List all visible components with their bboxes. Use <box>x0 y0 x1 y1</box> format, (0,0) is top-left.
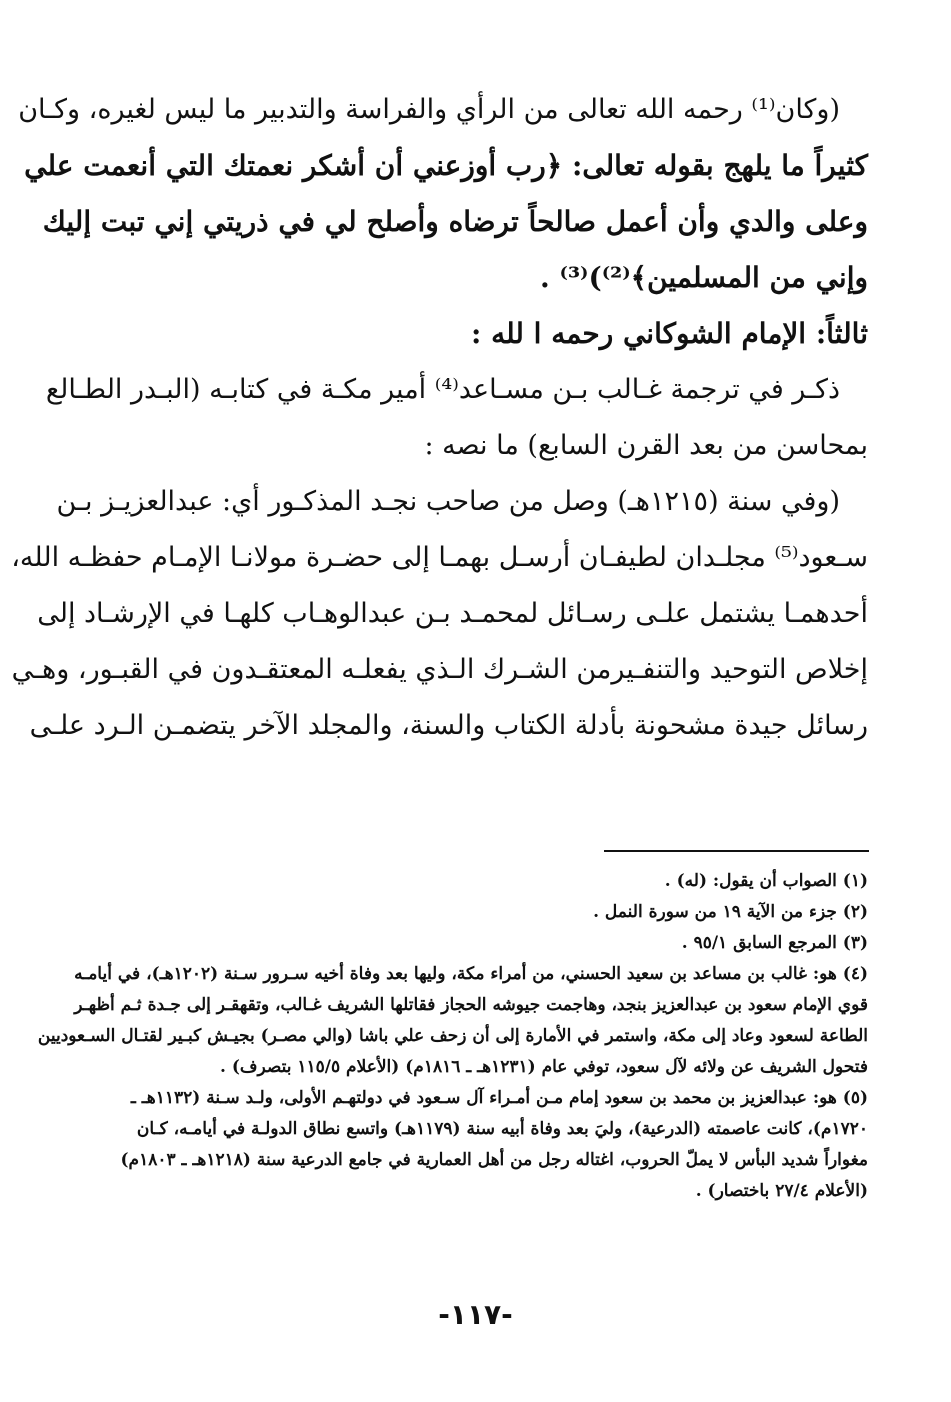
footnote-4-line-1: (٤) هو: غالب بن مساعد بن سعيد الحسني، من أمراء مكة، وليها بعد وفاة أخيه سـرور سـنة (١٢٠٢هـ)، في أيامـه <box>74 964 868 984</box>
main-text-block <box>11 82 868 754</box>
paragraph-3-line-1: (وفي سنة (١٢١٥هـ) وصل من صاحب نجـد المذكـور أي: عبدالعزيـز بـن <box>56 486 840 517</box>
paragraph-2-line-1: ذكـر في ترجمة غـالب بـن مسـاعد⁽⁴⁾ أمير مكـة في كتابـه (البـدر الطـالع <box>45 374 840 405</box>
paragraph-3-line-5: رسائل جيدة مشحونة بأدلة الكتاب والسنة، والمجلد الآخر يتضمـن الـرد علـى <box>29 710 868 741</box>
paragraph-1-line-3: وعلى والدي وأن أعمل صالحاً ترضاه وأصلح لي في ذريتي إني تبت إليك <box>42 205 868 238</box>
section-heading: ثالثاً: الإمام الشوكاني رحمه ا لله : <box>471 317 868 350</box>
paragraph-3-line-3: أحدهمـا يشتمل علـى رسـائل لمحمـد بـن عبدالوهـاب كلهـا في الإرشـاد إلى <box>37 598 868 629</box>
footnote-4-line-3: الطاعة لسعود وعاد إلى مكة، واستمر في الأمارة إلى أن زحف علي باشا (والي مصـر) بجيـش كبـير لقتـال السـعوديين <box>37 1026 868 1046</box>
paragraph-1-line-2: كثيراً ما يلهج بقوله تعالى: ﴿رب أوزعني أن أشكر نعمتك التي أنعمت علي <box>24 149 868 182</box>
paragraph-1-line-1: (وكان⁽¹⁾ رحمه الله تعالى من الرأي والفراسة والتدبير ما ليس لغيره، وكـان <box>18 94 840 125</box>
footnote-separator <box>604 850 869 852</box>
footnote-2: (٢) جزء من الآية ١٩ من سورة النمل . <box>593 902 868 922</box>
paragraph-1-line-4: وإني من المسلمين﴾⁽²⁾)⁽³⁾ . <box>540 261 868 294</box>
footnote-3: (٣) المرجع السابق ٩٥/١ . <box>681 933 868 953</box>
paragraph-3-line-4: إخلاص التوحيد والتنفـيرمن الشـرك الـذي يفعلـه المعتقـدون في القبـور، وهـي <box>11 654 868 685</box>
footnote-5-line-2: ١٧٢٠م)، كانت عاصمته (الدرعية)، وليَ بعد وفاة أبيه سنة (١١٧٩هـ) واتسع نطاق الدولـة في أيامـه، كـان <box>136 1119 868 1139</box>
paragraph-3-line-2: سـعود⁽⁵⁾ مجلـدان لطيفـان أرسـل بهمـا إلى حضـرة مولانـا الإمـام حفظـه الله، <box>11 542 868 573</box>
footnote-1: (١) الصواب أن يقول: (له) . <box>664 871 868 891</box>
footnote-4-line-2: قوي الإمام سعود بن عبدالعزيز بنجد، وهاجمت جيوشه الحجاز فقاتلها الشريف غـالب، وتقهقـر إلى جـدة ثـم أظهـر <box>74 995 868 1015</box>
page-number: -١١٧- <box>438 1298 513 1331</box>
footnote-4-line-4: فتحول الشريف عن ولائه لآل سعود، توفي عام (١٢٣١هـ ـ ١٨١٦م) (الأعلام ١١٥/٥ بتصرف) . <box>219 1057 868 1077</box>
footnotes-block <box>37 866 868 1207</box>
footnote-5-line-1: (٥) هو: عبدالعزيز بن محمد بن سعود إمام مـن أمـراء آل سـعود في دولتهـم الأولى، ولـد سـنة (١١٣٢هـ ـ <box>130 1088 868 1108</box>
paragraph-2-line-2: بمحاسن من بعد القرن السابع) ما نصه : <box>424 430 868 461</box>
footnote-5-line-3: مغواراً شديد البأس لا يملّ الحروب، اغتاله رجل من أهل العمارية في جامع الدرعية سنة (١٢١٨هـ ـ ١٨٠٣م) <box>120 1150 868 1170</box>
footnote-5-line-4: (الأعلام ٢٧/٤ باختصار) . <box>695 1181 868 1201</box>
